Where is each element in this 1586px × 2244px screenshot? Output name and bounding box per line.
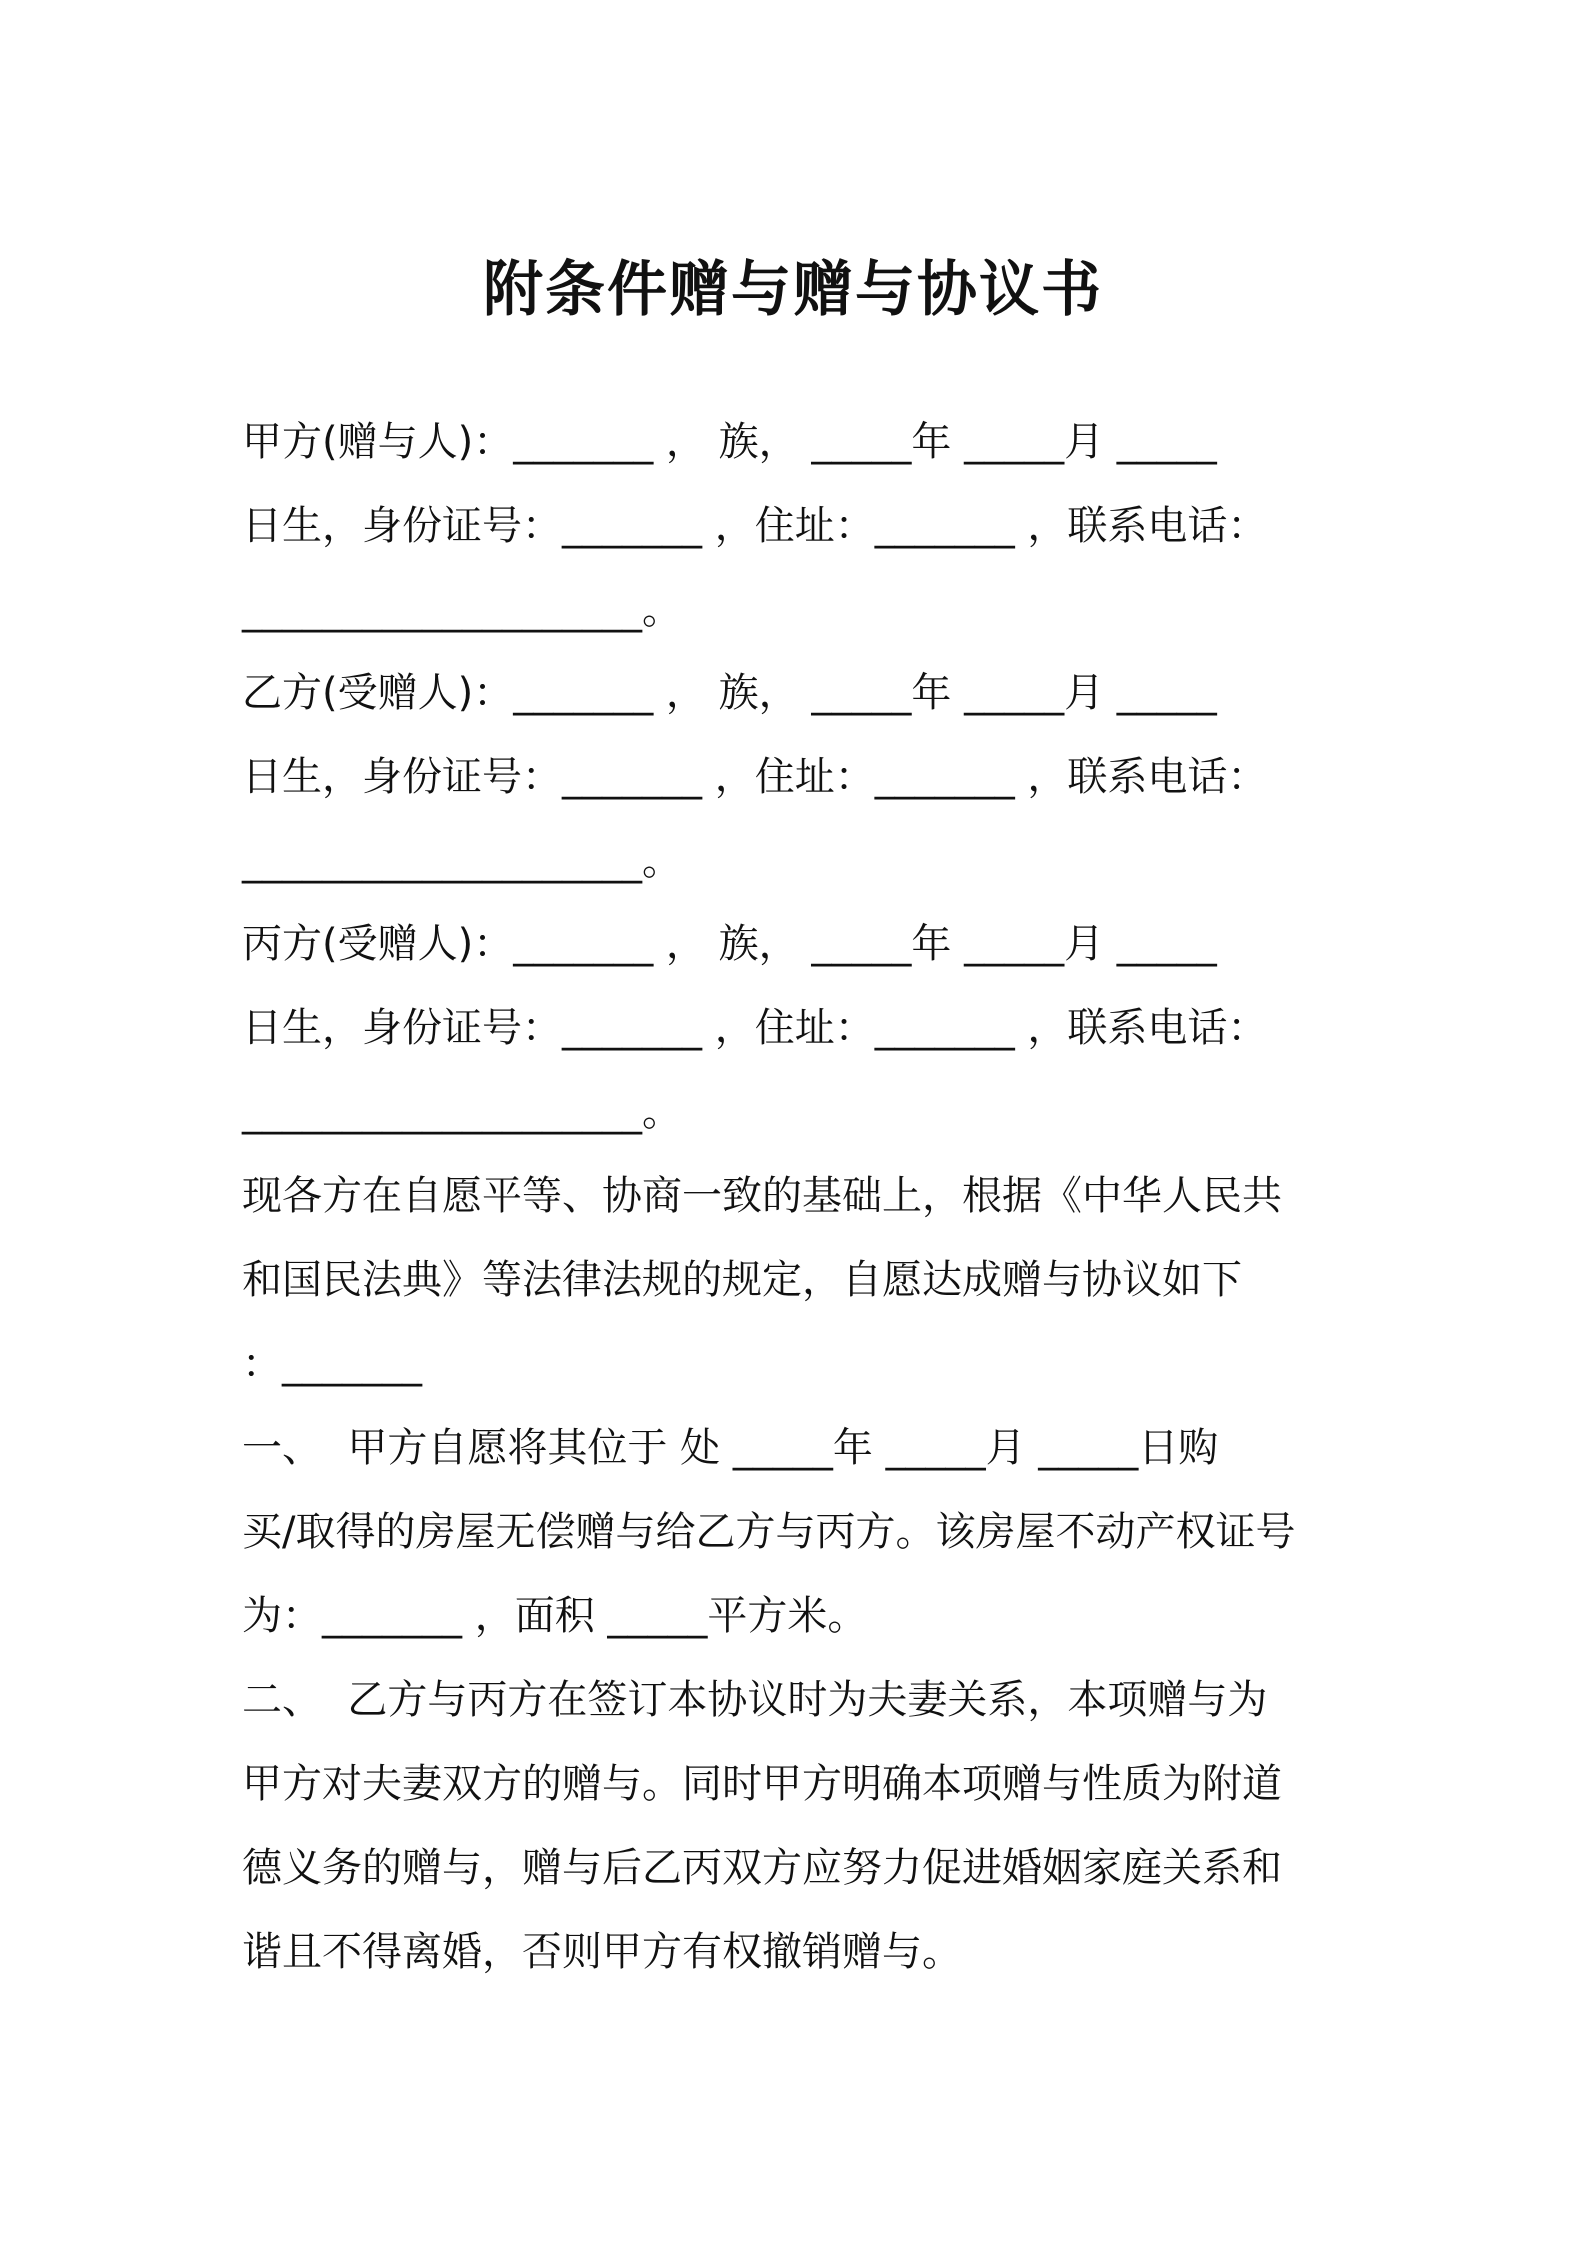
party-b-line-2: 日生，身份证号：_______ ，住址：_______ ，联系电话： [242, 754, 1268, 800]
clause-2-line-2: 甲方对夫妻双方的赠与。同时甲方明确本项赠与性质为附道 [242, 1761, 1282, 1807]
clause-2-line-3: 德义务的赠与，赠与后乙丙双方应努力促进婚姻家庭关系和 [242, 1845, 1282, 1891]
clause-1-line-2: 买/取得的房屋无偿赠与给乙方与丙方。该房屋不动产权证号 [242, 1509, 1296, 1555]
party-c-line-2: 日生，身份证号：_______ ，住址：_______ ，联系电话： [242, 1005, 1268, 1051]
clause-2-line-4: 谐且不得离婚，否则甲方有权撤销赠与。 [242, 1929, 962, 1975]
party-b-line-1: 乙方(受赠人)：_______ ， 族， _____年 _____月 _____ [242, 670, 1217, 716]
party-a-line-2: 日生，身份证号：_______ ，住址：_______ ，联系电话： [242, 503, 1268, 549]
preamble-line-1: 现各方在自愿平等、协商一致的基础上，根据《中华人民共 [242, 1173, 1282, 1219]
party-c-line-1: 丙方(受赠人)：_______ ， 族， _____年 _____月 _____ [242, 921, 1217, 967]
party-b-line-3: ____________________。 [242, 838, 682, 884]
party-a-line-1: 甲方(赠与人)：_______ ， 族， _____年 _____月 _____ [242, 419, 1217, 465]
clause-1-line-1: 一、 甲方自愿将其位于 处 _____年 _____月 _____日购 [242, 1425, 1219, 1471]
preamble-line-3: ：_______ [242, 1341, 422, 1387]
preamble-line-2: 和国民法典》等法律法规的规定，自愿达成赠与协议如下 [242, 1257, 1242, 1303]
party-a-line-3: ____________________。 [242, 587, 682, 633]
party-c-line-3: ____________________。 [242, 1089, 682, 1135]
clause-2-line-1: 二、 乙方与丙方在签订本协议时为夫妻关系，本项赠与为 [242, 1677, 1268, 1723]
document-title: 附条件赠与赠与协议书 [483, 255, 1103, 325]
clause-1-line-3: 为：_______ ，面积 _____平方米。 [242, 1593, 868, 1639]
